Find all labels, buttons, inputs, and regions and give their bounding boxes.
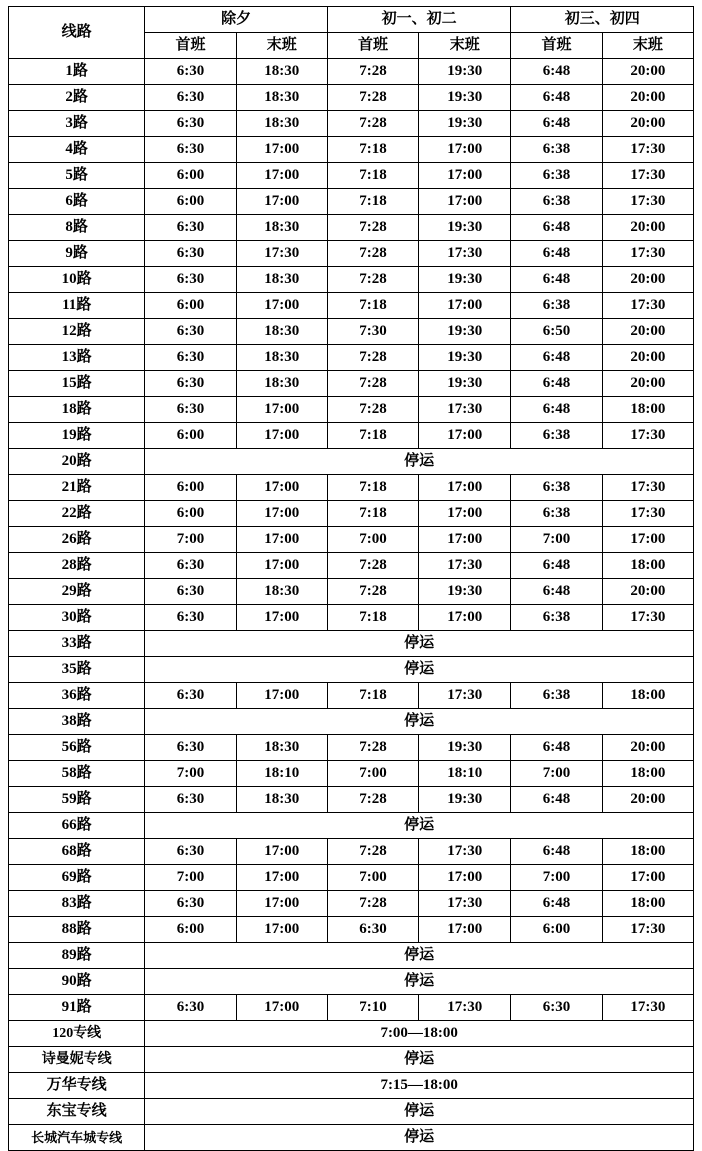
time-chuyi-last: 19:30 [419,345,511,371]
table-row [9,215,694,241]
time-chusan-first: 6:48 [511,267,602,293]
time-chuyi-last: 19:30 [419,267,511,293]
route-name: 20路 [9,449,145,475]
route-name: 91路 [9,995,145,1021]
time-chusan-first: 7:00 [511,761,602,787]
time-chuxi-last: 17:00 [236,137,327,163]
table-row [9,891,694,917]
time-chusan-last: 18:00 [602,839,693,865]
time-chusan-first: 6:38 [511,137,602,163]
route-name: 69路 [9,865,145,891]
table-row [9,709,694,735]
table-row [9,865,694,891]
route-name: 东宝专线 [9,1099,145,1125]
route-name: 诗曼妮专线 [9,1047,145,1073]
time-chuxi-last: 18:30 [236,371,327,397]
time-chuxi-last: 17:00 [236,605,327,631]
time-chuxi-first: 6:00 [145,189,236,215]
time-chusan-first: 6:48 [511,241,602,267]
time-chuyi-last: 17:30 [419,891,511,917]
route-name: 3路 [9,111,145,137]
time-chuxi-last: 18:30 [236,215,327,241]
time-chusan-last: 20:00 [602,59,693,85]
time-chuyi-first: 7:28 [327,345,418,371]
time-chuyi-first: 7:18 [327,137,418,163]
time-chusan-last: 17:30 [602,995,693,1021]
time-chusan-first: 6:48 [511,371,602,397]
route-name: 13路 [9,345,145,371]
table-row [9,397,694,423]
table-row [9,267,694,293]
time-chuxi-first: 6:30 [145,111,236,137]
time-chuxi-last: 17:00 [236,163,327,189]
time-chuyi-last: 19:30 [419,579,511,605]
time-chusan-first: 6:48 [511,787,602,813]
time-chusan-first: 6:48 [511,59,602,85]
table-row [9,137,694,163]
time-chuxi-first: 6:30 [145,137,236,163]
route-name: 10路 [9,267,145,293]
table-row [9,605,694,631]
time-chusan-last: 20:00 [602,579,693,605]
time-chuxi-first: 6:30 [145,995,236,1021]
time-chuxi-first: 6:30 [145,605,236,631]
route-name: 59路 [9,787,145,813]
route-name: 120专线 [9,1021,145,1047]
table-row [9,449,694,475]
time-chuyi-last: 19:30 [419,319,511,345]
route-name: 30路 [9,605,145,631]
header-sub-first-chuyi: 首班 [327,33,418,59]
time-chuxi-last: 17:00 [236,475,327,501]
route-name: 1路 [9,59,145,85]
time-chusan-first: 6:48 [511,891,602,917]
time-chusan-first: 6:48 [511,735,602,761]
route-note: 停运 [145,1099,694,1125]
time-chuyi-last: 17:00 [419,137,511,163]
time-chuxi-first: 6:30 [145,787,236,813]
time-chusan-first: 6:30 [511,995,602,1021]
route-name: 长城汽车城专线 [9,1125,145,1151]
time-chuxi-first: 7:00 [145,761,236,787]
route-name: 33路 [9,631,145,657]
route-note: 停运 [145,943,694,969]
time-chusan-first: 6:38 [511,501,602,527]
route-name: 83路 [9,891,145,917]
time-chuyi-last: 17:00 [419,527,511,553]
table-row [9,553,694,579]
time-chusan-first: 6:38 [511,423,602,449]
header-route: 线路 [9,7,145,59]
time-chuyi-first: 7:28 [327,371,418,397]
time-chuyi-last: 17:00 [419,865,511,891]
time-chusan-last: 18:00 [602,553,693,579]
route-name: 8路 [9,215,145,241]
route-name: 2路 [9,85,145,111]
time-chuxi-last: 18:30 [236,111,327,137]
table-row [9,1021,694,1047]
route-name: 6路 [9,189,145,215]
table-row [9,787,694,813]
table-row [9,631,694,657]
time-chuyi-last: 17:00 [419,293,511,319]
time-chuxi-last: 18:30 [236,59,327,85]
time-chuxi-first: 6:30 [145,891,236,917]
time-chuxi-last: 17:00 [236,839,327,865]
table-row [9,59,694,85]
time-chuyi-first: 7:28 [327,267,418,293]
time-chuxi-last: 17:00 [236,553,327,579]
time-chuyi-first: 7:18 [327,475,418,501]
time-chusan-last: 17:30 [602,605,693,631]
time-chuyi-first: 7:18 [327,501,418,527]
time-chuyi-first: 7:28 [327,85,418,111]
table-row [9,1099,694,1125]
route-name: 66路 [9,813,145,839]
route-name: 38路 [9,709,145,735]
time-chuyi-first: 7:28 [327,839,418,865]
time-chuxi-last: 18:30 [236,267,327,293]
route-note: 停运 [145,657,694,683]
time-chuxi-first: 6:30 [145,59,236,85]
route-note: 停运 [145,1047,694,1073]
route-note: 停运 [145,1125,694,1151]
time-chuxi-last: 18:30 [236,345,327,371]
time-chuxi-first: 6:30 [145,839,236,865]
time-chuxi-first: 6:00 [145,293,236,319]
time-chuyi-first: 7:18 [327,605,418,631]
time-chusan-first: 6:38 [511,605,602,631]
time-chusan-last: 20:00 [602,267,693,293]
time-chuxi-last: 17:00 [236,683,327,709]
time-chuyi-first: 7:10 [327,995,418,1021]
time-chuxi-first: 6:30 [145,345,236,371]
time-chusan-last: 17:30 [602,501,693,527]
time-chusan-last: 20:00 [602,319,693,345]
table-row [9,371,694,397]
time-chuyi-first: 7:00 [327,865,418,891]
time-chusan-first: 7:00 [511,527,602,553]
time-chusan-last: 20:00 [602,345,693,371]
header-group-chuyi-chuer: 初一、初二 [327,7,511,33]
table-row [9,579,694,605]
table-row [9,1047,694,1073]
time-chusan-first: 6:38 [511,163,602,189]
time-chusan-first: 6:50 [511,319,602,345]
time-chuxi-first: 6:30 [145,683,236,709]
route-name: 58路 [9,761,145,787]
route-name: 29路 [9,579,145,605]
route-name: 5路 [9,163,145,189]
time-chusan-last: 20:00 [602,111,693,137]
time-chuxi-first: 6:00 [145,163,236,189]
time-chuyi-last: 17:00 [419,189,511,215]
table-row [9,475,694,501]
time-chuxi-first: 6:30 [145,735,236,761]
table-row [9,293,694,319]
time-chusan-last: 17:30 [602,475,693,501]
time-chuyi-first: 7:00 [327,527,418,553]
time-chuyi-last: 17:00 [419,423,511,449]
time-chusan-last: 18:00 [602,891,693,917]
time-chusan-last: 20:00 [602,735,693,761]
time-chuxi-last: 17:00 [236,293,327,319]
table-row [9,345,694,371]
route-name: 28路 [9,553,145,579]
time-chuxi-last: 17:00 [236,423,327,449]
time-chuxi-last: 17:00 [236,917,327,943]
time-chuyi-first: 7:18 [327,163,418,189]
time-chuxi-last: 17:00 [236,501,327,527]
route-name: 26路 [9,527,145,553]
time-chusan-first: 6:48 [511,579,602,605]
table-row [9,917,694,943]
time-chusan-first: 6:38 [511,293,602,319]
time-chuyi-last: 17:00 [419,475,511,501]
time-chusan-last: 18:00 [602,397,693,423]
time-chuyi-last: 17:30 [419,397,511,423]
time-chuxi-first: 6:30 [145,371,236,397]
route-name: 88路 [9,917,145,943]
table-row [9,995,694,1021]
time-chuyi-last: 17:00 [419,163,511,189]
time-chusan-last: 17:00 [602,865,693,891]
table-row [9,527,694,553]
time-chuyi-last: 17:30 [419,995,511,1021]
time-chuxi-first: 6:30 [145,579,236,605]
table-row [9,189,694,215]
time-chusan-last: 17:30 [602,917,693,943]
table-row [9,423,694,449]
time-chuyi-first: 7:18 [327,189,418,215]
time-chuxi-first: 7:00 [145,527,236,553]
time-chuyi-last: 19:30 [419,111,511,137]
time-chusan-first: 6:48 [511,397,602,423]
header-group-chuxi: 除夕 [145,7,328,33]
table-row [9,683,694,709]
route-name: 4路 [9,137,145,163]
time-chusan-last: 17:00 [602,527,693,553]
time-chusan-first: 6:48 [511,553,602,579]
header-sub-first-chusan: 首班 [511,33,602,59]
time-chuxi-last: 18:30 [236,319,327,345]
time-chusan-last: 17:30 [602,293,693,319]
time-chusan-last: 20:00 [602,371,693,397]
time-chusan-first: 6:48 [511,85,602,111]
time-chuyi-last: 17:30 [419,241,511,267]
table-row [9,813,694,839]
header-group-chusan-chusi: 初三、初四 [511,7,694,33]
time-chuyi-last: 19:30 [419,59,511,85]
time-chusan-first: 6:48 [511,839,602,865]
time-chuyi-first: 7:28 [327,891,418,917]
bus-schedule-table [8,6,694,1151]
time-chuyi-first: 7:28 [327,397,418,423]
time-chuxi-last: 18:30 [236,579,327,605]
time-chusan-first: 6:38 [511,475,602,501]
header-row-groups [9,7,694,33]
time-chusan-first: 6:00 [511,917,602,943]
time-chuyi-first: 7:28 [327,735,418,761]
route-name: 15路 [9,371,145,397]
time-chuyi-first: 7:28 [327,579,418,605]
route-name: 36路 [9,683,145,709]
time-chuyi-first: 7:18 [327,683,418,709]
time-chusan-first: 6:38 [511,683,602,709]
time-chuyi-first: 7:28 [327,215,418,241]
route-name: 68路 [9,839,145,865]
time-chuxi-last: 17:00 [236,891,327,917]
time-chusan-last: 17:30 [602,163,693,189]
time-chuxi-last: 17:00 [236,865,327,891]
time-chusan-last: 17:30 [602,189,693,215]
table-row [9,85,694,111]
time-chuyi-first: 7:00 [327,761,418,787]
time-chuyi-last: 19:30 [419,787,511,813]
time-chusan-first: 6:38 [511,189,602,215]
table-row [9,839,694,865]
time-chuxi-last: 18:30 [236,735,327,761]
header-sub-last-chusan: 末班 [602,33,693,59]
route-name: 11路 [9,293,145,319]
route-name: 21路 [9,475,145,501]
time-chuxi-first: 7:00 [145,865,236,891]
table-row [9,163,694,189]
table-row [9,1073,694,1099]
time-chuyi-last: 17:00 [419,501,511,527]
time-chuyi-last: 19:30 [419,85,511,111]
route-note: 停运 [145,709,694,735]
time-chuyi-last: 17:30 [419,683,511,709]
time-chusan-first: 7:00 [511,865,602,891]
time-chuxi-first: 6:00 [145,917,236,943]
route-name: 22路 [9,501,145,527]
table-row [9,735,694,761]
route-name: 19路 [9,423,145,449]
time-chuxi-first: 6:30 [145,215,236,241]
time-chuyi-last: 17:00 [419,917,511,943]
time-chuyi-last: 19:30 [419,371,511,397]
time-chusan-first: 6:48 [511,215,602,241]
time-chuyi-last: 17:30 [419,553,511,579]
time-chuxi-first: 6:30 [145,553,236,579]
header-sub-first-chuxi: 首班 [145,33,236,59]
route-name: 90路 [9,969,145,995]
route-name: 89路 [9,943,145,969]
table-row [9,319,694,345]
time-chuxi-first: 6:30 [145,397,236,423]
time-chusan-last: 17:30 [602,423,693,449]
route-name: 56路 [9,735,145,761]
table-row [9,111,694,137]
time-chuyi-first: 7:28 [327,553,418,579]
time-chuyi-last: 19:30 [419,215,511,241]
time-chuxi-last: 17:30 [236,241,327,267]
time-chusan-first: 6:48 [511,111,602,137]
time-chusan-last: 20:00 [602,85,693,111]
route-note: 停运 [145,969,694,995]
route-name: 18路 [9,397,145,423]
table-row [9,1125,694,1151]
time-chuxi-last: 17:00 [236,397,327,423]
table-header [9,7,694,59]
time-chuyi-first: 7:18 [327,293,418,319]
time-chusan-last: 17:30 [602,137,693,163]
time-chuyi-first: 7:28 [327,59,418,85]
table-row [9,943,694,969]
time-chuxi-last: 17:00 [236,527,327,553]
time-chuxi-first: 6:00 [145,501,236,527]
time-chuyi-first: 7:28 [327,111,418,137]
route-name: 12路 [9,319,145,345]
time-chuyi-first: 7:30 [327,319,418,345]
time-chusan-last: 20:00 [602,787,693,813]
route-name: 万华专线 [9,1073,145,1099]
route-note: 7:15—18:00 [145,1073,694,1099]
time-chuxi-first: 6:30 [145,241,236,267]
route-note: 停运 [145,449,694,475]
time-chuxi-first: 6:30 [145,267,236,293]
table-body [9,59,694,1151]
time-chuyi-first: 6:30 [327,917,418,943]
table-row [9,241,694,267]
time-chuxi-last: 18:30 [236,787,327,813]
table-row [9,969,694,995]
time-chusan-last: 20:00 [602,215,693,241]
route-name: 35路 [9,657,145,683]
route-note: 停运 [145,631,694,657]
header-sub-last-chuxi: 末班 [236,33,327,59]
route-name: 9路 [9,241,145,267]
time-chuxi-last: 18:30 [236,85,327,111]
time-chuxi-last: 17:00 [236,995,327,1021]
table-row [9,761,694,787]
route-note: 停运 [145,813,694,839]
table-row [9,501,694,527]
time-chuyi-last: 17:00 [419,605,511,631]
time-chusan-last: 17:30 [602,241,693,267]
time-chuxi-first: 6:30 [145,85,236,111]
time-chuxi-last: 18:10 [236,761,327,787]
time-chusan-last: 18:00 [602,683,693,709]
time-chuyi-last: 17:30 [419,839,511,865]
time-chuyi-last: 19:30 [419,735,511,761]
time-chuxi-first: 6:30 [145,319,236,345]
time-chuxi-last: 17:00 [236,189,327,215]
time-chusan-first: 6:48 [511,345,602,371]
time-chuyi-first: 7:28 [327,787,418,813]
time-chuyi-last: 18:10 [419,761,511,787]
route-note: 7:00—18:00 [145,1021,694,1047]
time-chuxi-first: 6:00 [145,475,236,501]
header-sub-last-chuyi: 末班 [419,33,511,59]
table-row [9,657,694,683]
time-chusan-last: 18:00 [602,761,693,787]
time-chuyi-first: 7:28 [327,241,418,267]
time-chuxi-first: 6:00 [145,423,236,449]
time-chuyi-first: 7:18 [327,423,418,449]
